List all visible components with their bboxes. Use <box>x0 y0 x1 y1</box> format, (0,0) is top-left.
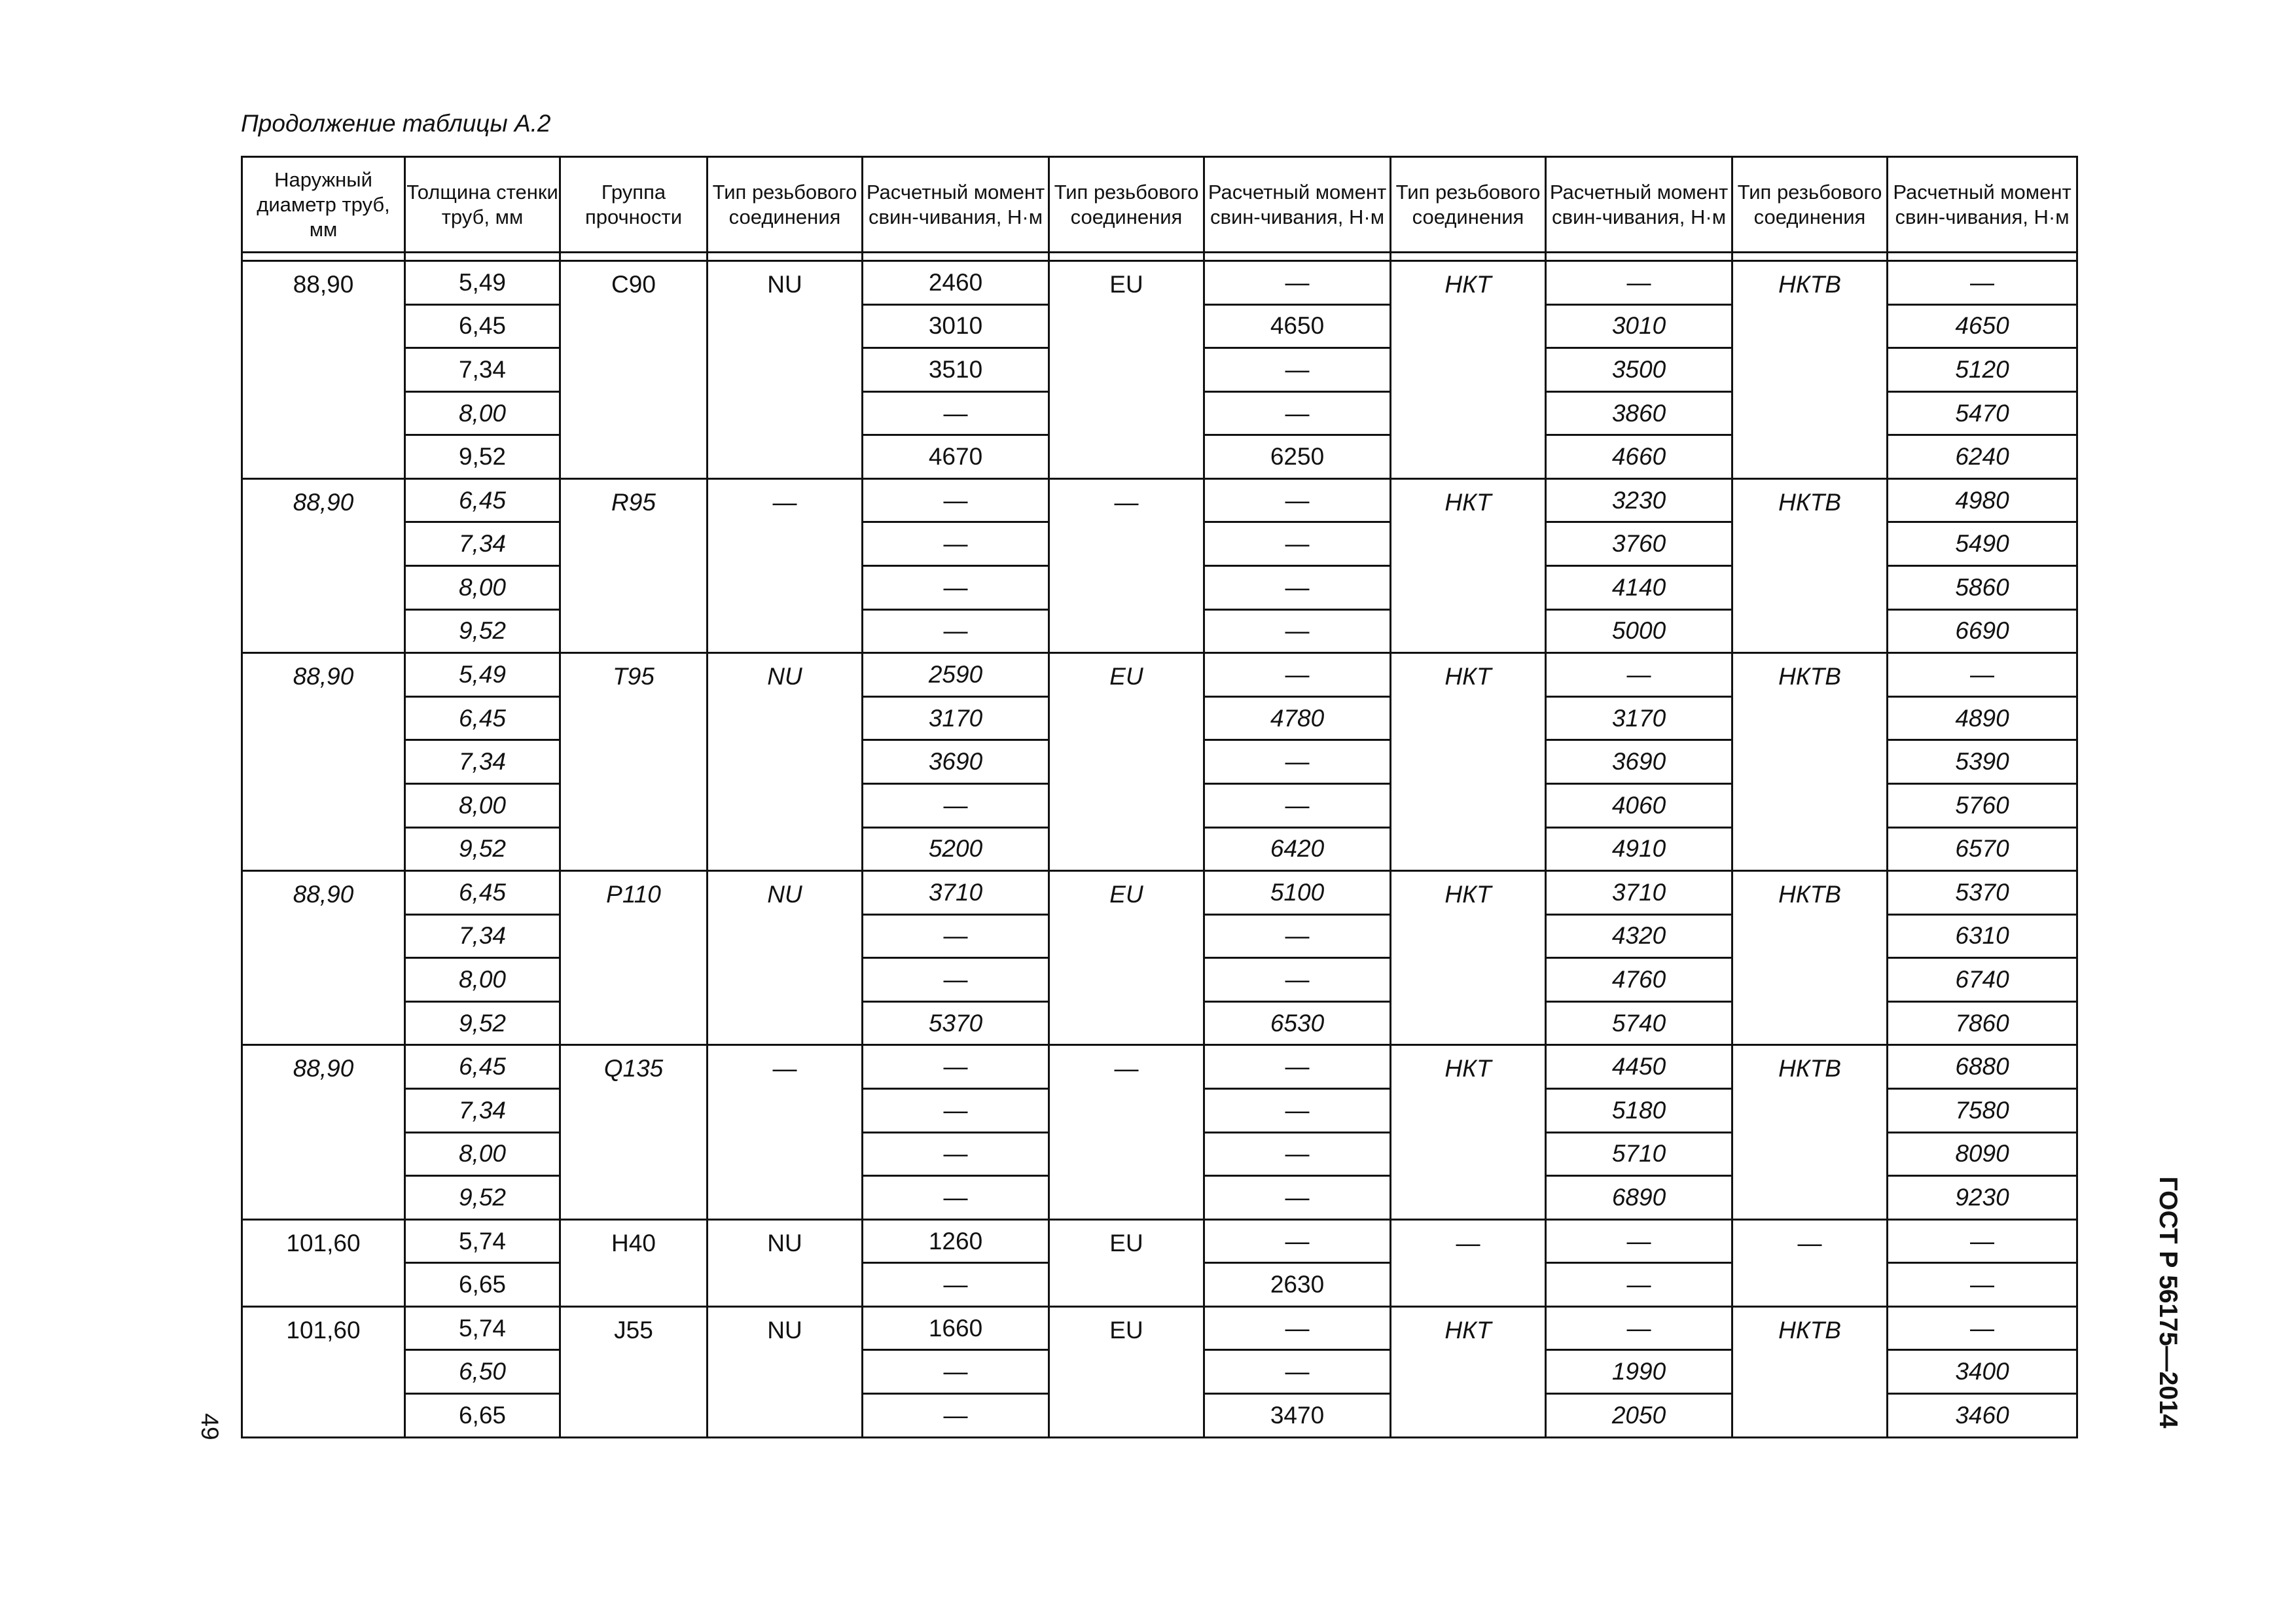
cell-torque-1: — <box>863 1394 1049 1438</box>
cell-torque-4: 7580 <box>1888 1088 2077 1132</box>
header-outer-diameter: Наружный диаметр труб, мм <box>242 157 405 253</box>
cell-torque-2: 4780 <box>1204 696 1391 740</box>
cell-torque-1: 4670 <box>863 435 1049 479</box>
cell-connection-4: НКТВ <box>1732 1306 1888 1437</box>
cell-torque-1: — <box>863 391 1049 435</box>
cell-connection-4: — <box>1732 1219 1888 1306</box>
cell-thickness: 8,00 <box>405 391 560 435</box>
cell-torque-2: 3470 <box>1204 1394 1391 1438</box>
cell-torque-3: — <box>1546 261 1732 305</box>
cell-torque-2: — <box>1204 391 1391 435</box>
cell-torque-2: — <box>1204 478 1391 522</box>
cell-connection-2: EU <box>1049 261 1204 479</box>
cell-torque-4: 5470 <box>1888 391 2077 435</box>
cell-torque-1: 3690 <box>863 740 1049 784</box>
cell-torque-3: 5740 <box>1546 1001 1732 1045</box>
cell-thickness: 7,34 <box>405 348 560 392</box>
cell-torque-1: — <box>863 1176 1049 1220</box>
cell-torque-4: 6880 <box>1888 1045 2077 1089</box>
cell-torque-2: 2630 <box>1204 1263 1391 1307</box>
cell-thickness: 7,34 <box>405 740 560 784</box>
cell-torque-2: 4650 <box>1204 304 1391 348</box>
cell-torque-3: 3760 <box>1546 522 1732 566</box>
torque-table <box>241 156 2078 1438</box>
header-torque-1: Расчетный момент свин-чивания, Н·м <box>863 157 1049 253</box>
cell-torque-3: 3170 <box>1546 696 1732 740</box>
cell-torque-3: 2050 <box>1546 1394 1732 1438</box>
cell-torque-2: — <box>1204 1306 1391 1350</box>
cell-thickness: 9,52 <box>405 609 560 653</box>
cell-thickness: 8,00 <box>405 958 560 1002</box>
cell-torque-3: 3860 <box>1546 391 1732 435</box>
cell-grade: H40 <box>560 1219 708 1306</box>
table-row <box>242 1219 2077 1263</box>
cell-grade: Q135 <box>560 1045 708 1219</box>
cell-thickness: 6,45 <box>405 478 560 522</box>
cell-thickness: 6,50 <box>405 1350 560 1394</box>
cell-torque-4: 4980 <box>1888 478 2077 522</box>
cell-torque-2: 6530 <box>1204 1001 1391 1045</box>
header-connection-type-1: Тип резьбового соединения <box>708 157 863 253</box>
header-wall-thickness: Толщина стенки труб, мм <box>405 157 560 253</box>
cell-connection-4: НКТВ <box>1732 1045 1888 1219</box>
cell-thickness: 9,52 <box>405 435 560 479</box>
cell-thickness: 6,45 <box>405 1045 560 1089</box>
cell-thickness: 8,00 <box>405 1132 560 1176</box>
cell-torque-4: 6310 <box>1888 914 2077 958</box>
cell-torque-2: — <box>1204 1176 1391 1220</box>
cell-torque-1: — <box>863 522 1049 566</box>
cell-torque-1: 5370 <box>863 1001 1049 1045</box>
cell-torque-4: 7860 <box>1888 1001 2077 1045</box>
cell-torque-1: — <box>863 958 1049 1002</box>
cell-connection-2: EU <box>1049 871 1204 1045</box>
cell-torque-2: — <box>1204 914 1391 958</box>
cell-diameter: 101,60 <box>242 1306 405 1437</box>
cell-thickness: 9,52 <box>405 827 560 871</box>
cell-torque-4: — <box>1888 1219 2077 1263</box>
header-torque-2: Расчетный момент свин-чивания, Н·м <box>1204 157 1391 253</box>
cell-torque-4: — <box>1888 261 2077 305</box>
cell-connection-1: NU <box>708 261 863 479</box>
cell-grade: R95 <box>560 478 708 652</box>
cell-torque-1: — <box>863 566 1049 610</box>
cell-connection-1: NU <box>708 871 863 1045</box>
cell-torque-4: 4890 <box>1888 696 2077 740</box>
cell-grade: J55 <box>560 1306 708 1437</box>
cell-torque-3: 4140 <box>1546 566 1732 610</box>
cell-torque-3: 5000 <box>1546 609 1732 653</box>
cell-torque-4: — <box>1888 1306 2077 1350</box>
cell-thickness: 5,49 <box>405 653 560 697</box>
cell-connection-2: — <box>1049 478 1204 652</box>
table-body <box>242 261 2077 1438</box>
cell-connection-1: — <box>708 478 863 652</box>
cell-torque-3: — <box>1546 653 1732 697</box>
document-code: ГОСТ Р 56175—2014 <box>2154 1176 2182 1429</box>
table-row <box>242 1045 2077 1089</box>
cell-thickness: 7,34 <box>405 1088 560 1132</box>
cell-thickness: 9,52 <box>405 1176 560 1220</box>
cell-torque-3: 4660 <box>1546 435 1732 479</box>
page-number: 49 <box>196 1413 223 1440</box>
cell-connection-1: NU <box>708 1219 863 1306</box>
cell-connection-3: НКТ <box>1391 478 1546 652</box>
cell-torque-2: 5100 <box>1204 871 1391 915</box>
cell-torque-2: — <box>1204 1088 1391 1132</box>
cell-torque-4: 5370 <box>1888 871 2077 915</box>
cell-torque-1: — <box>863 478 1049 522</box>
cell-connection-1: NU <box>708 653 863 871</box>
cell-torque-1: 3510 <box>863 348 1049 392</box>
cell-connection-2: — <box>1049 1045 1204 1219</box>
cell-torque-1: 3170 <box>863 696 1049 740</box>
cell-torque-4: 5490 <box>1888 522 2077 566</box>
cell-torque-2: — <box>1204 783 1391 827</box>
table-row <box>242 871 2077 915</box>
table-row <box>242 478 2077 522</box>
cell-torque-4: 4650 <box>1888 304 2077 348</box>
document-side-title <box>2135 1165 2200 1440</box>
cell-torque-2: 6250 <box>1204 435 1391 479</box>
cell-diameter: 88,90 <box>242 478 405 652</box>
cell-torque-2: — <box>1204 653 1391 697</box>
cell-torque-1: 1260 <box>863 1219 1049 1263</box>
cell-torque-3: 4450 <box>1546 1045 1732 1089</box>
cell-torque-2: — <box>1204 740 1391 784</box>
cell-torque-3: 3010 <box>1546 304 1732 348</box>
cell-torque-4: 5860 <box>1888 566 2077 610</box>
cell-torque-4: 8090 <box>1888 1132 2077 1176</box>
header-connection-type-4: Тип резьбового соединения <box>1732 157 1888 253</box>
header-torque-4: Расчетный момент свин-чивания, Н·м <box>1888 157 2077 253</box>
cell-diameter: 88,90 <box>242 261 405 479</box>
cell-torque-4: 6690 <box>1888 609 2077 653</box>
cell-torque-1: 2590 <box>863 653 1049 697</box>
cell-thickness: 5,49 <box>405 261 560 305</box>
cell-thickness: 9,52 <box>405 1001 560 1045</box>
cell-connection-4: НКТВ <box>1732 261 1888 479</box>
cell-torque-1: 2460 <box>863 261 1049 305</box>
cell-diameter: 88,90 <box>242 1045 405 1219</box>
cell-torque-3: 4760 <box>1546 958 1732 1002</box>
cell-torque-2: — <box>1204 1045 1391 1089</box>
cell-torque-3: 3230 <box>1546 478 1732 522</box>
cell-torque-2: — <box>1204 566 1391 610</box>
cell-torque-1: — <box>863 1132 1049 1176</box>
cell-torque-2: — <box>1204 1350 1391 1394</box>
cell-grade: C90 <box>560 261 708 479</box>
cell-torque-2: 6420 <box>1204 827 1391 871</box>
cell-thickness: 6,65 <box>405 1263 560 1307</box>
table-row <box>242 653 2077 697</box>
cell-connection-3: — <box>1391 1219 1546 1306</box>
cell-connection-4: НКТВ <box>1732 653 1888 871</box>
cell-connection-3: НКТ <box>1391 1045 1546 1219</box>
cell-torque-1: 3710 <box>863 871 1049 915</box>
header-connection-type-2: Тип резьбового соединения <box>1049 157 1204 253</box>
cell-connection-3: НКТ <box>1391 1306 1546 1437</box>
cell-thickness: 5,74 <box>405 1219 560 1263</box>
cell-torque-1: — <box>863 1045 1049 1089</box>
cell-connection-2: EU <box>1049 1219 1204 1306</box>
cell-torque-2: — <box>1204 522 1391 566</box>
cell-torque-3: 4320 <box>1546 914 1732 958</box>
header-torque-3: Расчетный момент свин-чивания, Н·м <box>1546 157 1732 253</box>
cell-diameter: 101,60 <box>242 1219 405 1306</box>
cell-torque-4: — <box>1888 653 2077 697</box>
cell-connection-3: НКТ <box>1391 871 1546 1045</box>
cell-torque-4: 5760 <box>1888 783 2077 827</box>
cell-thickness: 7,34 <box>405 914 560 958</box>
cell-thickness: 6,65 <box>405 1394 560 1438</box>
cell-grade: P110 <box>560 871 708 1045</box>
cell-torque-1: — <box>863 1263 1049 1307</box>
cell-torque-1: — <box>863 1350 1049 1394</box>
cell-torque-4: 9230 <box>1888 1176 2077 1220</box>
cell-torque-2: — <box>1204 958 1391 1002</box>
cell-thickness: 8,00 <box>405 566 560 610</box>
cell-connection-1: — <box>708 1045 863 1219</box>
table-caption: Продолжение таблицы А.2 <box>241 110 551 137</box>
cell-torque-1: — <box>863 609 1049 653</box>
header-strength-group: Группа прочности <box>560 157 708 253</box>
cell-connection-2: EU <box>1049 1306 1204 1437</box>
cell-torque-2: — <box>1204 1219 1391 1263</box>
header-connection-type-3: Тип резьбового соединения <box>1391 157 1546 253</box>
cell-torque-3: — <box>1546 1219 1732 1263</box>
cell-torque-2: — <box>1204 1132 1391 1176</box>
cell-torque-2: — <box>1204 261 1391 305</box>
cell-torque-4: 3400 <box>1888 1350 2077 1394</box>
header-row <box>242 157 2077 253</box>
cell-diameter: 88,90 <box>242 871 405 1045</box>
cell-torque-3: 5180 <box>1546 1088 1732 1132</box>
table-row <box>242 1306 2077 1350</box>
cell-connection-4: НКТВ <box>1732 871 1888 1045</box>
cell-torque-3: 6890 <box>1546 1176 1732 1220</box>
cell-connection-2: EU <box>1049 653 1204 871</box>
cell-torque-4: 6570 <box>1888 827 2077 871</box>
cell-torque-3: 3710 <box>1546 871 1732 915</box>
cell-thickness: 6,45 <box>405 871 560 915</box>
cell-torque-4: — <box>1888 1263 2077 1307</box>
cell-torque-1: — <box>863 1088 1049 1132</box>
cell-torque-4: 6740 <box>1888 958 2077 1002</box>
cell-thickness: 5,74 <box>405 1306 560 1350</box>
cell-connection-1: NU <box>708 1306 863 1437</box>
cell-thickness: 6,45 <box>405 696 560 740</box>
cell-torque-3: 4060 <box>1546 783 1732 827</box>
cell-thickness: 6,45 <box>405 304 560 348</box>
cell-torque-4: 5120 <box>1888 348 2077 392</box>
cell-grade: T95 <box>560 653 708 871</box>
cell-torque-4: 6240 <box>1888 435 2077 479</box>
cell-torque-2: — <box>1204 348 1391 392</box>
table-row <box>242 261 2077 305</box>
cell-torque-2: — <box>1204 609 1391 653</box>
cell-torque-4: 3460 <box>1888 1394 2077 1438</box>
cell-torque-3: 5710 <box>1546 1132 1732 1176</box>
cell-torque-3: 4910 <box>1546 827 1732 871</box>
cell-thickness: 8,00 <box>405 783 560 827</box>
header-separator <box>242 253 2077 261</box>
cell-connection-3: НКТ <box>1391 653 1546 871</box>
cell-torque-3: 3690 <box>1546 740 1732 784</box>
cell-connection-3: НКТ <box>1391 261 1546 479</box>
cell-torque-3: — <box>1546 1263 1732 1307</box>
cell-torque-1: — <box>863 914 1049 958</box>
cell-diameter: 88,90 <box>242 653 405 871</box>
page-number-box <box>190 1400 229 1453</box>
cell-torque-1: — <box>863 783 1049 827</box>
cell-thickness: 7,34 <box>405 522 560 566</box>
cell-torque-1: 5200 <box>863 827 1049 871</box>
cell-torque-3: 1990 <box>1546 1350 1732 1394</box>
cell-connection-4: НКТВ <box>1732 478 1888 652</box>
cell-torque-4: 5390 <box>1888 740 2077 784</box>
cell-torque-3: — <box>1546 1306 1732 1350</box>
cell-torque-3: 3500 <box>1546 348 1732 392</box>
cell-torque-1: 3010 <box>863 304 1049 348</box>
cell-torque-1: 1660 <box>863 1306 1049 1350</box>
